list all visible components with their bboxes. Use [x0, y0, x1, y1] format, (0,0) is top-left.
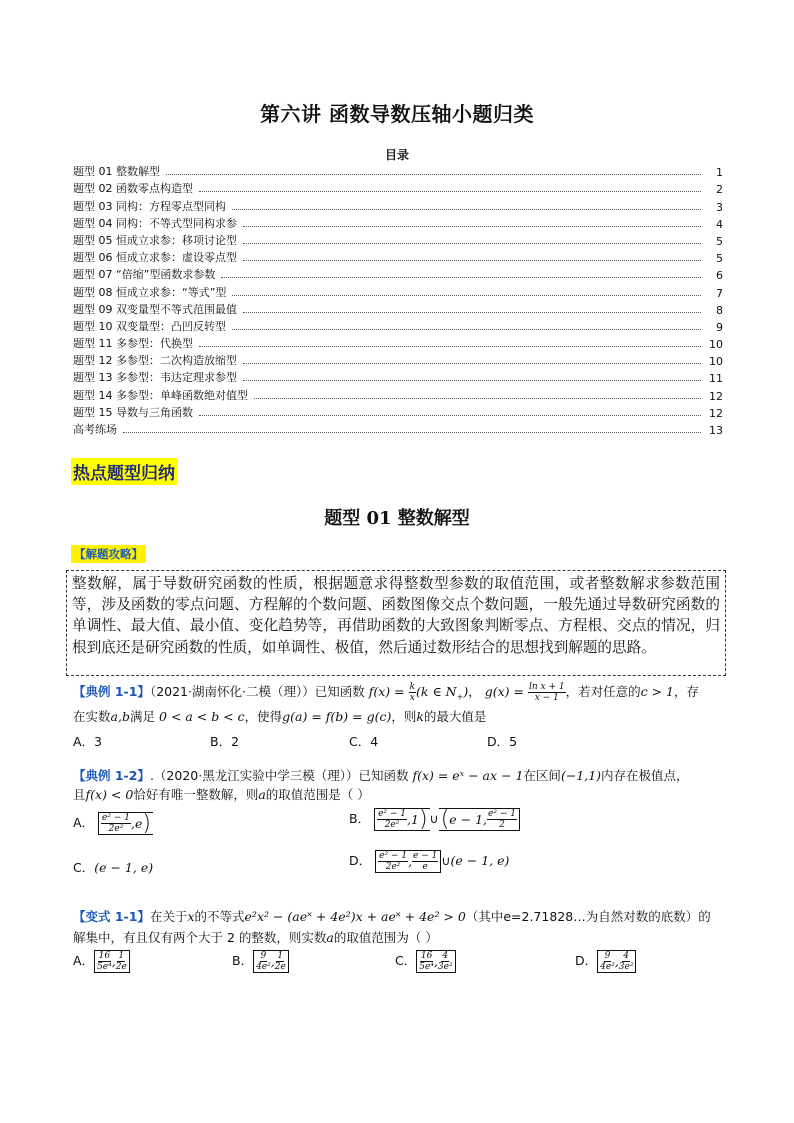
option-label: B． — [232, 953, 254, 968]
text: 的不等式 — [194, 909, 245, 924]
hot-topics-label: 热点题型归纳 — [71, 458, 177, 485]
option-d — [349, 850, 509, 873]
toc-entry[interactable] — [73, 179, 723, 196]
option-label: D． — [575, 953, 598, 968]
example-1-1 — [73, 682, 733, 725]
option-b: B．2 — [210, 734, 240, 749]
union: ∪ — [429, 811, 439, 826]
text: 在区间 — [523, 768, 561, 783]
toc-entry[interactable] — [73, 351, 723, 368]
toc-entry-label: 题型 07 “倍缩”型函数求参数 — [73, 268, 216, 282]
toc-entry-label: 题型 14 多参型：单峰函数绝对值型 — [73, 388, 248, 402]
toc-entry-label: 题型 11 多参型：代换型 — [73, 337, 193, 351]
option-b — [349, 808, 520, 831]
variant-option-d — [575, 950, 636, 973]
toc-entry[interactable] — [73, 420, 723, 437]
text: 恰好有唯一整数解，则 — [133, 787, 259, 802]
toc-entry-label: 题型 09 双变量型不等式范围最值 — [73, 302, 237, 316]
text: 的最大值是 — [423, 708, 487, 724]
interval-bracket: $\frac{16}{\text{5e⁴}}$ , $\frac{4}{\text{3e²}}$ — [416, 950, 455, 973]
var-x: x — [187, 909, 195, 924]
toc-entry[interactable] — [73, 248, 723, 265]
toc-page-number: 11 — [709, 372, 723, 386]
text-if: ，若对任意的 — [565, 684, 641, 699]
toc-page-number: 4 — [716, 217, 723, 231]
toc-entry[interactable] — [73, 231, 723, 248]
option-c — [73, 858, 153, 876]
e-value: e=2.71828… — [503, 909, 586, 924]
question-source: .（2020·黑龙江实验中学三模（理））已知函数 — [149, 768, 409, 783]
toc-leader-dots — [232, 329, 701, 330]
inequality: 0 < a < b < c — [158, 708, 245, 724]
variant-tag: 【变式 1-1】 — [73, 909, 150, 924]
text: ，则 — [391, 708, 417, 724]
question-source: （2021·湖南怀化·二模（理））已知函数 — [149, 684, 365, 699]
interval-bracket: $\frac{9}{\text{4e²}}$ , $\frac{4}{\text{3e²}}$ — [597, 950, 636, 973]
toc-entry-label: 题型 05 恒成立求参：移项讨论型 — [73, 233, 237, 247]
toc-entry[interactable] — [73, 385, 723, 402]
toc-leader-dots — [199, 346, 701, 347]
toc-page-number: 2 — [716, 183, 723, 197]
toc-page-number: 10 — [709, 355, 723, 369]
text: 为自然对数的底数）的 — [585, 909, 711, 924]
vars-ab: a,b — [110, 708, 130, 724]
f-fraction: $\frac{k}{x}$ — [409, 682, 416, 703]
option-a — [73, 812, 153, 835]
interval-bracket: $\frac{9}{\text{4e²}}$ , $\frac{1}{2e}$ — [253, 950, 289, 973]
toc-entry-label: 题型 06 恒成立求参：虚设零点型 — [73, 251, 237, 265]
inequality: e²x² − (ae˟ + 4e²)x + ae˟ + 4e² > 0 — [244, 909, 466, 924]
option-label: A． — [73, 953, 95, 968]
interval: (−1,1) — [560, 768, 602, 783]
text: 在关于 — [149, 909, 188, 924]
interval-bracket: $\frac{\text{e² − 1}}{\text{2e²}}$ , $\frac{e - 1}{e}$ — [375, 850, 441, 873]
f-lhs: f(x) = — [368, 684, 405, 699]
variant-option-a — [73, 950, 130, 973]
toc-leader-dots — [243, 260, 701, 261]
equation: g(a) = f(b) = g(c) — [282, 708, 392, 724]
toc-page-number: 8 — [716, 303, 723, 317]
toc-page-number: 5 — [716, 252, 723, 266]
table-of-contents — [73, 162, 723, 437]
interval-bracket: $\frac{16}{\text{5e⁴}}$ , $\frac{1}{2e}$ — [94, 950, 130, 973]
toc-entry-label: 题型 02 函数零点构造型 — [73, 182, 193, 196]
toc-page-number: 12 — [709, 389, 723, 403]
toc-entry[interactable] — [73, 265, 723, 282]
union: ∪ — [441, 853, 451, 868]
c-condition: c > 1 — [640, 684, 674, 699]
toc-leader-dots — [243, 226, 701, 227]
strategy-box: 整数解，属于导数研究函数的性质，根据题意求得整数型参数的取值范围，或者整数解求参数范围等，涉及函数的零点问题、方程解的个数问题、函数图像交点个数问题，一般先通过导数研究函数的单调性、最大值、最小值、变化趋势等，再借助函数的大致图象判断零点、方程根、交点的情况，归根到底还是研究函数的性质，如单调性、极值，然后通过数形结合的思想找到解题的思路。 — [66, 570, 726, 676]
toc-leader-dots — [232, 295, 701, 296]
toc-page-number: 6 — [716, 269, 723, 283]
text: ，使得 — [244, 708, 283, 724]
toc-entry-label: 题型 13 多参型：韦达定理求参型 — [73, 371, 237, 385]
toc-leader-dots — [243, 243, 701, 244]
text: （其中 — [465, 909, 504, 924]
option-label: B． — [349, 811, 371, 826]
toc-page-number: 1 — [716, 166, 723, 180]
toc-entry[interactable] — [73, 196, 723, 213]
toc-heading: 目录 — [384, 148, 409, 162]
option-label: C． — [73, 860, 95, 875]
section-title: 题型 01 整数解型 — [324, 508, 470, 529]
toc-entry[interactable] — [73, 317, 723, 334]
text: 在实数 — [73, 708, 111, 724]
toc-page-number: 12 — [709, 406, 723, 420]
example-tag: 【典例 1-1】 — [73, 684, 150, 699]
toc-entry[interactable] — [73, 403, 723, 420]
toc-entry-label: 题型 15 导数与三角函数 — [73, 405, 193, 419]
interval: (e − 1, e) — [94, 860, 154, 875]
toc-page-number: 3 — [716, 200, 723, 214]
toc-leader-dots — [166, 174, 701, 175]
toc-entry[interactable] — [73, 334, 723, 351]
condition: f(x) < 0 — [85, 787, 134, 802]
var-a: a — [258, 787, 266, 802]
interval-bracket: $\frac{\text{e² − 1}}{\text{2e²}}$ ,1 ) — [374, 808, 429, 831]
toc-entry[interactable] — [73, 162, 723, 179]
text: 解集中，有且仅有两个大于 2 的整数，则实数 — [73, 930, 327, 945]
option-label: D． — [349, 853, 372, 868]
comma: ， — [468, 684, 481, 699]
toc-entry[interactable] — [73, 368, 723, 385]
function: f(x) = eˣ − ax − 1 — [412, 768, 524, 783]
toc-entry[interactable] — [73, 214, 723, 231]
variant-option-c — [395, 950, 456, 973]
f-domain: (k ∈ $N_+$) — [416, 684, 469, 702]
toc-entry-label: 题型 03 同构：方程零点型同构 — [73, 199, 226, 213]
interval: (e − 1, e) — [450, 853, 510, 868]
option-label: C． — [395, 953, 417, 968]
interval-bracket: $\frac{\text{e² − 1}}{\text{2e²}}$ ,e ) — [98, 812, 153, 835]
toc-entry[interactable] — [73, 300, 723, 317]
toc-leader-dots — [123, 432, 701, 433]
variant-1-1 — [73, 908, 733, 946]
example-1-2 — [73, 767, 733, 803]
var-k: k — [416, 708, 424, 724]
toc-leader-dots — [254, 398, 701, 399]
toc-leader-dots — [221, 277, 701, 278]
strategy-label: 【解题攻略】 — [71, 545, 146, 563]
toc-entry-label: 题型 01 整数解型 — [73, 165, 160, 179]
g-fraction: $\frac{\text{ln x + 1}}{x - 1}$ — [528, 682, 565, 703]
g-lhs: g(x) = — [484, 684, 524, 699]
text: 内存在极值点， — [601, 768, 689, 783]
toc-entry-label: 题型 12 多参型：二次构造放缩型 — [73, 354, 237, 368]
toc-entry-label: 题型 08 恒成立求参：“等式”型 — [73, 285, 227, 299]
text: 满足 — [129, 708, 155, 724]
option-c: C．4 — [349, 734, 379, 749]
example-tag: 【典例 1-2】 — [73, 768, 150, 783]
toc-entry-label: 高考练场 — [73, 423, 117, 436]
toc-leader-dots — [243, 380, 701, 381]
text: 且 — [73, 787, 86, 802]
toc-page-number: 10 — [709, 338, 723, 352]
toc-entry-label: 题型 04 同构：不等式型同构求参 — [73, 216, 237, 230]
toc-leader-dots — [199, 415, 701, 416]
variant-option-b — [232, 950, 289, 973]
toc-entry[interactable] — [73, 282, 723, 299]
toc-leader-dots — [199, 191, 701, 192]
toc-leader-dots — [232, 209, 701, 210]
toc-page-number: 13 — [709, 424, 723, 437]
toc-leader-dots — [243, 363, 701, 364]
option-label: A． — [73, 815, 95, 830]
toc-page-number: 5 — [716, 234, 723, 248]
option-a: A．3 — [73, 734, 103, 749]
option-d: D．5 — [487, 734, 518, 749]
text-cun: ，存 — [673, 684, 699, 699]
interval-bracket: ( e − 1, $\frac{\text{e² − 1}}{2}$ — [439, 808, 520, 831]
toc-leader-dots — [243, 312, 701, 313]
toc-page-number: 9 — [716, 320, 723, 334]
var-a: a — [326, 930, 334, 945]
toc-page-number: 7 — [716, 286, 723, 300]
toc-entry-label: 题型 10 双变量型：凸凹反转型 — [73, 319, 226, 333]
text: 的取值范围为（ ） — [333, 930, 438, 945]
text: 的取值范围是（ ） — [265, 787, 370, 802]
page-title: 第六讲 函数导数压轴小题归类 — [260, 102, 534, 126]
